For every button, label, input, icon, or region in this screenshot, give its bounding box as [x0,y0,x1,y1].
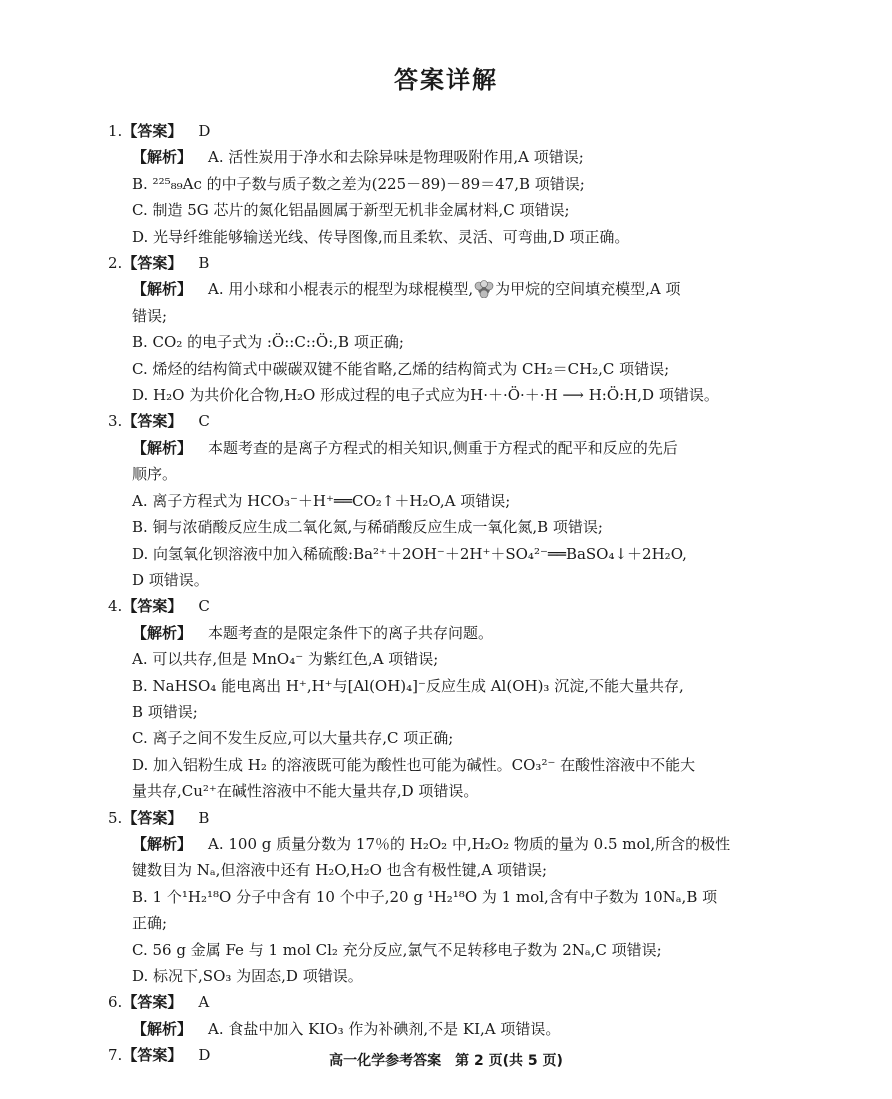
q4-analysis-b-cont: B 项错误; [132,702,198,721]
q3-analysis-d: D. 向氢氧化钡溶液中加入稀硫酸:Ba²⁺＋2OH⁻＋2H⁺＋SO₄²⁻══BaSO₄↓＋2H₂O, [132,544,687,563]
q3-analysis-line [108,435,798,461]
q2-answer: B [198,254,210,273]
answer-tag: 【答案】 [122,122,183,140]
q1-analysis-b: B. ²²⁵₈₉Ac 的中子数与质子数之差为(225－89)－89＝47,B 项错误; [132,174,585,193]
analysis-tag: 【解析】 [132,280,193,299]
q2-analysis-a-before: A. 用小球和小棍表示的棍型为球棍模型, [208,280,474,299]
page-footer: 高一化学参考答案 第 2 页(共 5 页) [329,1053,563,1069]
q2-analysis-d: D. H₂O 为共价化合物,H₂O 形成过程的电子式应为H·＋·Ö·＋·H ⟶ H:Ö:H,D 项错误。 [132,386,719,405]
answer-tag: 【答案】 [122,254,183,273]
q2-analysis-c: C. 烯烃的结构简式中碳碳双键不能省略,乙烯的结构简式为 CH₂＝CH₂,C 项错误; [132,359,670,378]
q3-answer: C [198,412,210,431]
q4-answer-line [108,593,798,619]
analysis-tag: 【解析】 [132,148,193,167]
q3-analysis-a: A. 离子方程式为 HCO₃⁻＋H⁺══CO₂↑＋H₂O,A 项错误; [132,491,511,510]
answer-tag: 【答案】 [122,597,183,616]
q4-analysis-line [108,620,798,646]
q5-number: 5. [108,808,123,827]
q4-analysis-b: B. NaHSO₄ 能电离出 H⁺,H⁺与[Al(OH)₄]⁻反应生成 Al(OH)₃ 沉淀,不能大量共存, [132,676,684,695]
q4-analysis-d-cont: 量共存,Cu²⁺在碱性溶液中不能大量共存,D 项错误。 [132,782,479,801]
q1-answer-line [108,118,798,144]
q1-answer: D [198,122,211,140]
q1-analysis-line [108,144,798,170]
q1-analysis-d: D. 光导纤维能够输送光线、传导图像,而且柔软、灵活、可弯曲,D 项正确。 [132,227,630,246]
q2-analysis-a-after: 为甲烷的空间填充模型,A 项 [495,280,681,299]
q4-analysis-intro: 本题考查的是限定条件下的离子共存问题。 [208,623,494,642]
q7-answer: D [198,1046,211,1065]
q1-number: 1. [108,122,123,140]
q6-number: 6. [108,993,123,1012]
q3-analysis-b: B. 铜与浓硝酸反应生成二氧化氮,与稀硝酸反应生成一氧化氮,B 项错误; [132,518,603,537]
q5-analysis-c: C. 56 g 金属 Fe 与 1 mol Cl₂ 充分反应,氯气不足转移电子数为 2Nₐ,C 项错误; [132,940,662,959]
q4-answer: C [198,597,210,616]
q3-number: 3. [108,412,123,431]
q3-analysis-intro-cont: 顺序。 [132,465,178,484]
page-title: 答案详解 [394,66,498,94]
q2-answer-line [108,250,798,276]
q4-analysis-c: C. 离子之间不发生反应,可以大量共存,C 项正确; [132,729,454,748]
q1-analysis-c: C. 制造 5G 芯片的氮化铝晶圆属于新型无机非金属材料,C 项错误; [132,201,570,220]
q5-answer: B [198,808,210,827]
q6-analysis-line [108,1016,798,1042]
q5-analysis-d: D. 标况下,SO₃ 为固态,D 项错误。 [132,967,363,985]
answer-tag: 【答案】 [122,412,183,431]
answer-content [108,118,798,1069]
q1-analysis-a: A. 活性炭用于净水和去除异味是物理吸附作用,A 项错误; [208,148,584,167]
q7-number: 7. [108,1046,123,1065]
answer-tag: 【答案】 [122,1046,183,1065]
answer-tag: 【答案】 [122,993,183,1012]
analysis-tag: 【解析】 [132,438,193,457]
q4-number: 4. [108,597,123,616]
analysis-tag: 【解析】 [132,1019,193,1038]
q6-answer-line [108,989,798,1015]
q3-answer-line [108,408,798,434]
analysis-tag: 【解析】 [132,834,193,853]
methane-space-filling-model-icon [473,280,495,298]
q4-analysis-a: A. 可以共存,但是 MnO₄⁻ 为紫红色,A 项错误; [132,650,439,669]
answer-tag: 【答案】 [122,808,183,827]
q2-analysis-b: B. CO₂ 的电子式为 :Ö::C::Ö:,B 项正确; [132,333,404,352]
q5-analysis-a-cont: 键数目为 Nₐ,但溶液中还有 H₂O,H₂O 也含有极性键,A 项错误; [132,861,548,880]
q2-analysis-line [108,276,798,302]
q5-analysis-b: B. 1 个¹H₂¹⁸O 分子中含有 10 个中子,20 g ¹H₂¹⁸O 为 1 mol,含有中子数为 10Nₐ,B 项 [132,887,718,906]
q2-analysis-a-cont: 错误; [132,306,168,325]
q5-analysis-line [108,831,798,857]
q6-answer: A [198,993,210,1012]
q3-analysis-d-cont: D 项错误。 [132,570,209,589]
q6-analysis-a: A. 食盐中加入 KIO₃ 作为补碘剂,不是 KI,A 项错误。 [208,1019,561,1038]
q5-analysis-a: A. 100 g 质量分数为 17％的 H₂O₂ 中,H₂O₂ 物质的量为 0.5 mol,所含的极性 [208,834,731,853]
q5-analysis-b-cont: 正确; [132,914,168,933]
analysis-tag: 【解析】 [132,623,193,642]
q3-analysis-intro: 本题考查的是离子方程式的相关知识,侧重于方程式的配平和反应的先后 [208,438,678,457]
q5-answer-line [108,805,798,831]
q2-number: 2. [108,254,123,273]
q4-analysis-d: D. 加入铝粉生成 H₂ 的溶液既可能为酸性也可能为碱性。CO₃²⁻ 在酸性溶液中不能大 [132,755,696,774]
